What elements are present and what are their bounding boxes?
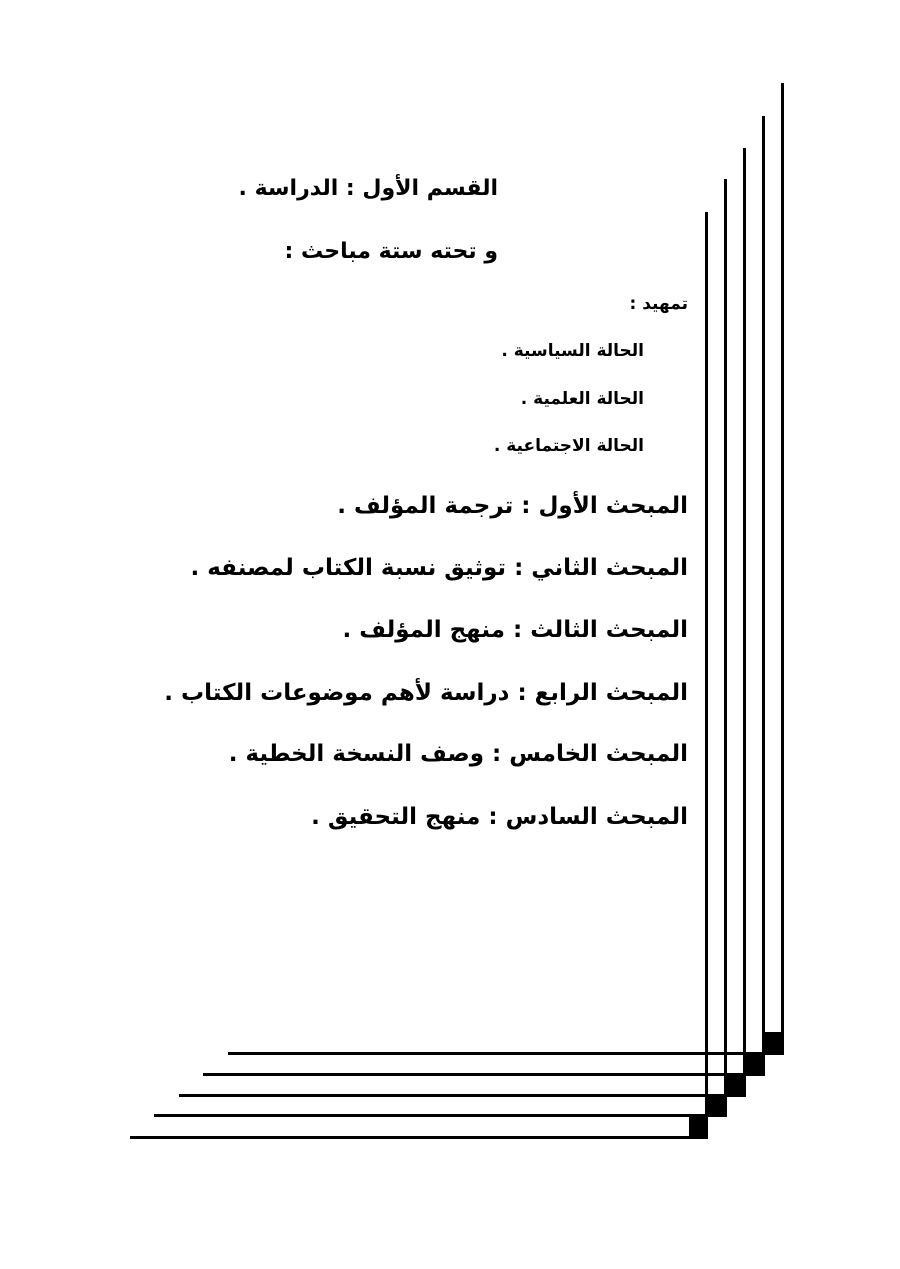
frame-horizontal-line [130,1136,708,1139]
frame-vertical-line [743,148,746,1083]
section-subtitle: و تحته ستة مباحث : [284,239,498,264]
frame-vertical-line [762,116,765,1063]
frame-horizontal-line [179,1094,746,1097]
frame-vertical-line [781,83,784,1043]
frame-vertical-line [705,212,708,1125]
frame-horizontal-line [228,1052,784,1055]
chapter-item: المبحث الثاني : توثيق نسبة الكتاب لمصنفه . [190,555,688,581]
frame-corner-square [746,1054,765,1074]
frame-corner-square [708,1096,727,1116]
preface-item: الحالة الاجتماعية . [493,436,644,456]
chapter-item: المبحث الرابع : دراسة لأهم موضوعات الكتاب . [164,680,688,706]
frame-horizontal-line [154,1114,727,1117]
preface-item: الحالة السياسية . [501,341,644,361]
chapter-item: المبحث الأول : ترجمة المؤلف . [337,493,688,519]
frame-vertical-line [724,179,727,1104]
frame-corner-square [765,1032,784,1054]
preface-label: تمهيد : [629,294,688,314]
chapter-item: المبحث السادس : منهج التحقيق . [311,804,688,830]
frame-horizontal-line [203,1073,765,1076]
chapter-item: المبحث الثالث : منهج المؤلف . [342,617,688,643]
chapter-item: المبحث الخامس : وصف النسخة الخطية . [228,741,688,767]
preface-item: الحالة العلمية . [520,389,644,409]
section-title: القسم الأول : الدراسة . [238,176,498,201]
frame-corner-square [689,1117,708,1138]
frame-corner-square [727,1075,746,1095]
